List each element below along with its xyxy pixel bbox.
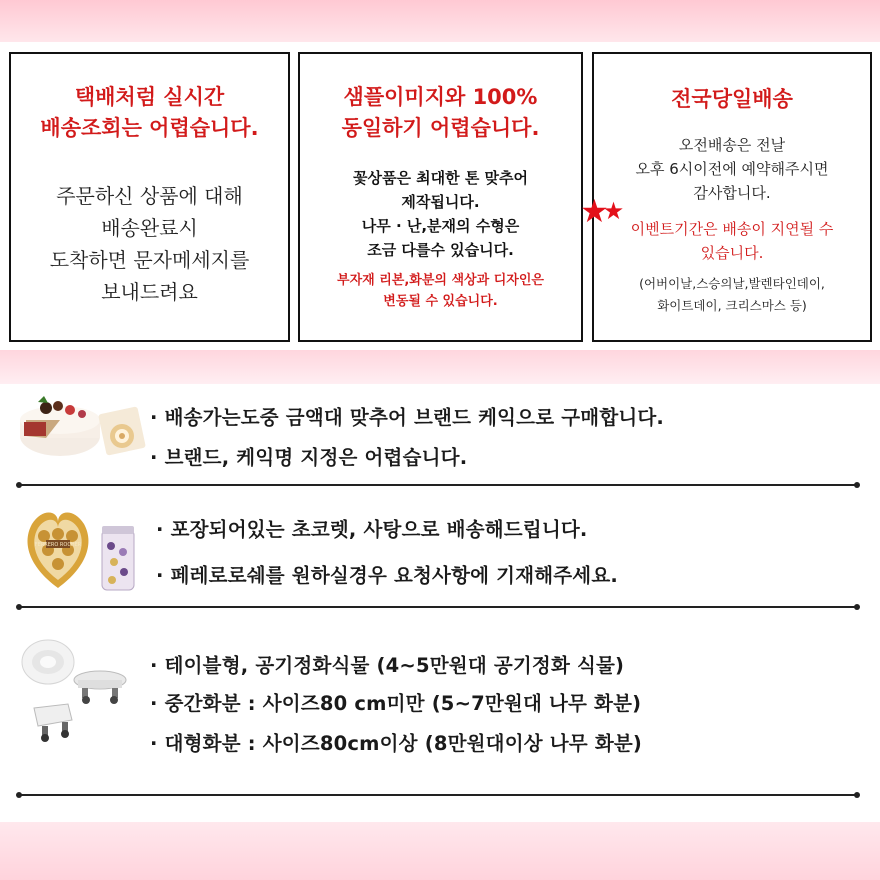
body-line: 나무 · 난,분재의 수형은 [361, 217, 520, 235]
cake-notice-line-1: · 배송가는도중 금액대 맞추어 브랜드 케익으로 구매합니다. [150, 406, 665, 429]
plant-notice-line-3: · 대형화분 : 사이즈80cm이상 (8만원대이상 나무 화분) [150, 732, 643, 755]
star-icon: ★★ [580, 192, 619, 230]
notice-body [300, 166, 581, 262]
notice-box-same-day [580, 52, 872, 342]
notice-title [594, 84, 870, 115]
notice-small [594, 273, 870, 317]
body-line: 보내드려요 [101, 280, 198, 304]
ferrero-box-label: FERRERO ROCHER [34, 542, 82, 548]
body-line: 주문하신 상품에 대해 [56, 184, 243, 208]
notice-body [594, 133, 870, 205]
small-line: (어버이날,스승의날,발렌타인데이, [639, 276, 825, 291]
middle-pink-band [0, 350, 880, 384]
cake-notice-line-2: · 브랜드, 케익명 지정은 어렵습니다. [150, 446, 468, 469]
body-line: 꽃상품은 최대한 톤 맞추어 [352, 169, 529, 187]
body-line: 도착하면 문자메세지를 [49, 248, 250, 272]
note-line: 변동될 수 있습니다. [383, 294, 498, 309]
body-line: 제작됩니다. [401, 193, 480, 211]
notice-body [11, 180, 288, 308]
event-line: 이벤트기간은 배송이 지연될 수 [630, 220, 834, 238]
note-line: 부자재 리본,화분의 색상과 디자인은 [337, 273, 544, 288]
bottom-pink-band [0, 822, 880, 880]
notice-title [11, 82, 288, 144]
plant-notice-line-2: · 중간화분 : 사이즈80 cm미만 (5~7만원대 나무 화분) [150, 692, 642, 715]
chocolate-icon [18, 500, 140, 596]
top-pink-band [0, 0, 880, 42]
title-line: 샘플이미지와 100% [343, 85, 538, 109]
title-line: 배송조회는 어렵습니다. [40, 116, 259, 140]
row-divider [18, 794, 858, 796]
small-line: 화이트데이, 크리스마스 등) [657, 298, 807, 313]
notice-title [300, 82, 581, 144]
plant-notice-line-1: · 테이블형, 공기정화식물 (4~5만원대 공기정화 식물) [150, 654, 625, 677]
notice-box-tracking [9, 52, 290, 342]
chocolate-notice-line-1: · 포장되어있는 초코렛, 사탕으로 배송해드립니다. [156, 518, 588, 541]
title-line: 택배처럼 실시간 [74, 85, 225, 109]
chocolate-notice-line-2: · 페레로로쉐를 원하실경우 요청사항에 기재해주세요. [156, 564, 618, 587]
title-line: 전국당일배송 [671, 87, 793, 111]
event-line: 있습니다. [700, 244, 764, 262]
body-line: 배송완료시 [101, 216, 198, 240]
title-line: 동일하기 어렵습니다. [341, 116, 540, 140]
notice-note [300, 270, 581, 312]
notice-box-sample-image [298, 52, 583, 342]
body-line: 오후 6시이전에 예약해주시면 [635, 160, 829, 178]
body-line: 오전배송은 전날 [678, 136, 786, 154]
body-line: 감사합니다. [693, 184, 771, 202]
row-divider [18, 606, 858, 608]
row-divider [18, 484, 858, 486]
cake-icon [16, 392, 146, 462]
plant-pot-icon [20, 636, 150, 748]
body-line: 조금 다를수 있습니다. [367, 241, 514, 259]
